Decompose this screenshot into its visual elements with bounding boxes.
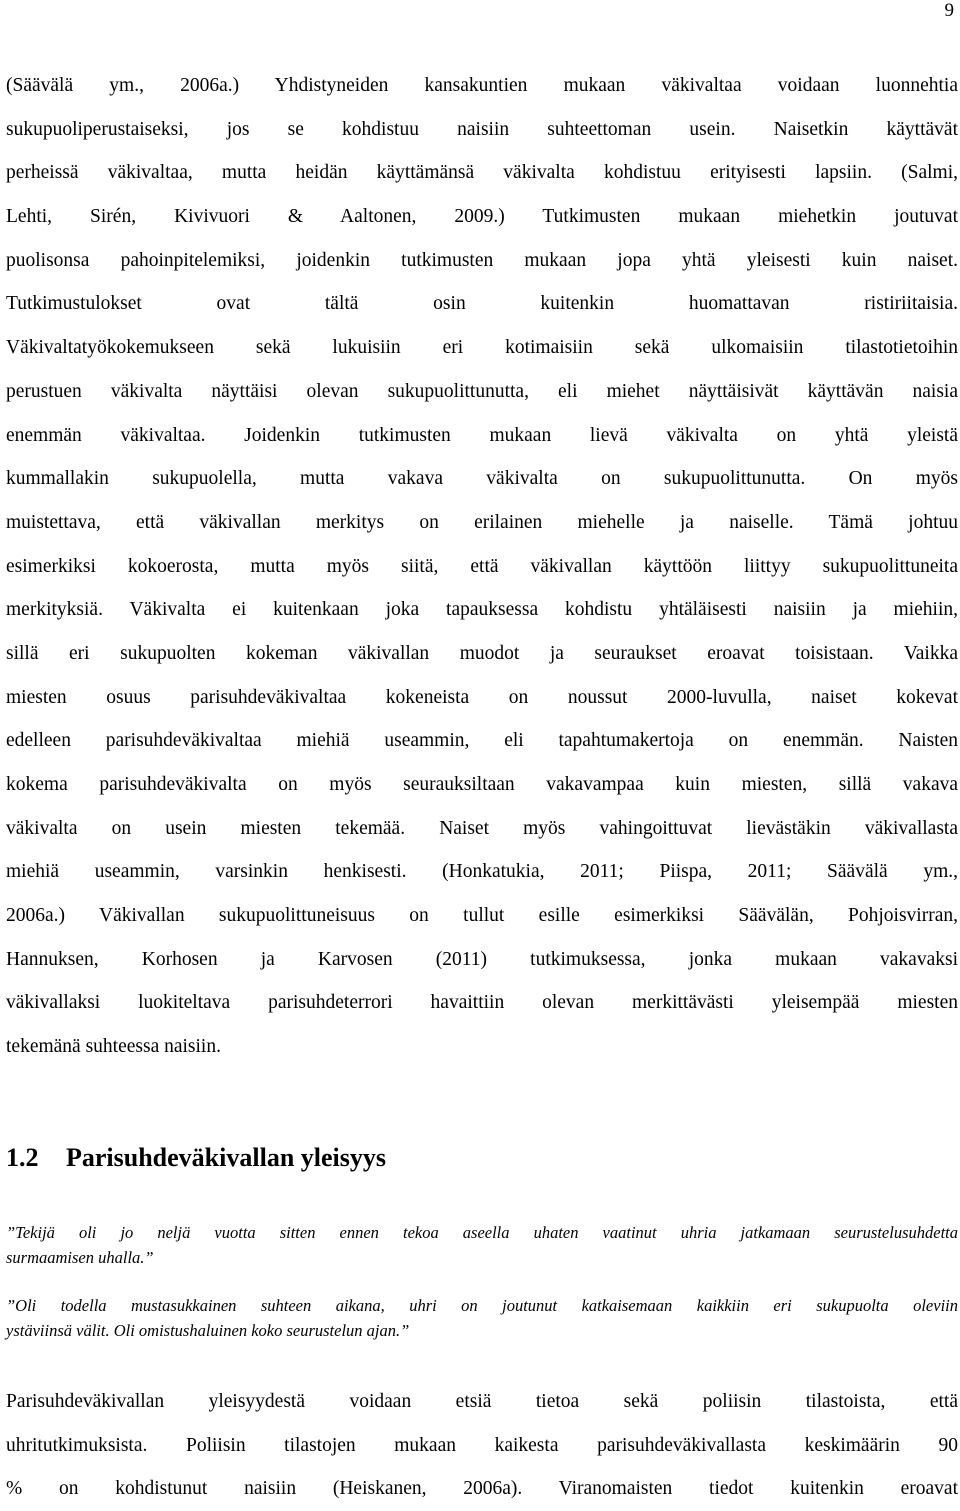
text-line: Tutkimustulokset ovat tältä osin kuitenkin huomattavan ristiriitaisia. [6, 293, 958, 315]
interview-quote-1 [6, 1221, 958, 1270]
text-line: sillä eri sukupuolten kokeman väkivallan muodot ja seuraukset eroavat toisistaan. Vaikka [6, 642, 958, 664]
text-line: ystäviinsä välit. Oli omistushaluinen koko seurustelun ajan.” [6, 1320, 410, 1340]
section-title: Parisuhdeväkivallan yleisyys [66, 1143, 386, 1172]
text-line: enemmän väkivaltaa. Joidenkin tutkimusten mukaan lievä väkivalta on yhtä yleistä [6, 424, 958, 446]
text-line: puolisonsa pahoinpitelemiksi, joidenkin tutkimusten mukaan jopa yhtä yleisesti kuin naiset. [6, 249, 958, 271]
text-line: ”Oli todella mustasukkainen suhteen aikana, uhri on joutunut katkaisemaan kaikkiin eri sukupuolta oleviin [6, 1296, 958, 1315]
text-line: esimerkiksi kokoerosta, mutta myös siitä, että väkivallan käyttöön liittyy sukupuolittuneita [6, 555, 958, 577]
text-line: muistettava, että väkivallan merkitys on erilainen miehelle ja naiselle. Tämä johtuu [6, 511, 958, 533]
text-line: tekemänä suhteessa naisiin. [6, 1036, 221, 1058]
text-line: miesten osuus parisuhdeväkivaltaa kokeneista on noussut 2000-luvulla, naiset kokevat [6, 686, 958, 708]
text-line: merkityksiä. Väkivalta ei kuitenkaan joka tapauksessa kohdistu yhtäläisesti naisiin ja miehiin, [6, 599, 958, 621]
interview-quote-2 [6, 1294, 958, 1343]
text-line: % on kohdistunut naisiin (Heiskanen, 2006a). Viranomaisten tiedot kuitenkin eroavat [6, 1478, 958, 1500]
text-line: uhritutkimuksista. Poliisin tilastojen mukaan kaikesta parisuhdeväkivallasta keskimäärin 90 [6, 1434, 958, 1456]
page-number: 9 [944, 0, 954, 21]
text-line: miehiä useammin, varsinkin henkisesti. (Honkatukia, 2011; Piispa, 2011; Säävälä ym., [6, 861, 958, 883]
text-line: väkivallaksi luokiteltava parisuhdeterrori havaittiin olevan merkittävästi yleisempää miesten [6, 992, 958, 1014]
text-line: (Säävälä ym., 2006a.) Yhdistyneiden kansakuntien mukaan väkivaltaa voidaan luonnehtia [6, 75, 958, 96]
body-paragraph-1 [6, 64, 958, 1069]
text-line: Hannuksen, Korhosen ja Karvosen (2011) tutkimuksessa, jonka mukaan vakavaksi [6, 948, 958, 970]
text-line: kokema parisuhdeväkivalta on myös seurauksiltaan vakavampaa kuin miesten, sillä vakava [6, 774, 958, 795]
text-line: väkivalta on usein miesten tekemää. Naiset myös vahingoittuvat lievästäkin väkivallasta [6, 817, 958, 839]
text-line: 2006a.) Väkivallan sukupuolittuneisuus on tullut esille esimerkiksi Säävälän, Pohjoisvirran, [6, 905, 958, 927]
body-paragraph-2 [6, 1380, 958, 1511]
section-number: 1.2 [6, 1143, 39, 1172]
section-heading [6, 1138, 386, 1178]
text-line: kummallakin sukupuolella, mutta vakava väkivalta on sukupuolittunutta. On myös [6, 468, 958, 490]
text-line: perheissä väkivaltaa, mutta heidän käyttämänsä väkivalta kohdistuu erityisesti lapsiin. (Salmi, [6, 162, 958, 184]
text-line: perustuen väkivalta näyttäisi olevan sukupuolittunutta, eli miehet näyttäisivät käyttävän naisia [6, 380, 958, 402]
text-line: sukupuoliperustaiseksi, jos se kohdistuu naisiin suhteettoman usein. Naisetkin käyttävät [6, 118, 958, 140]
text-line: Väkivaltatyökokemukseen sekä lukuisiin eri kotimaisiin sekä ulkomaisiin tilastotietoihin [6, 337, 958, 359]
text-line: Parisuhdeväkivallan yleisyydestä voidaan etsiä tietoa sekä poliisin tilastoista, että [6, 1391, 958, 1412]
text-line: Lehti, Sirén, Kivivuori & Aaltonen, 2009.) Tutkimusten mukaan miehetkin joutuvat [6, 206, 958, 228]
text-line: ”Tekijä oli jo neljä vuotta sitten ennen tekoa aseella uhaten vaatinut uhria jatkamaan seurustelusuhdetta [6, 1223, 958, 1242]
text-line: surmaamisen uhalla.” [6, 1247, 154, 1267]
text-line: edelleen parisuhdeväkivaltaa miehiä useammin, eli tapahtumakertoja on enemmän. Naisten [6, 730, 958, 752]
